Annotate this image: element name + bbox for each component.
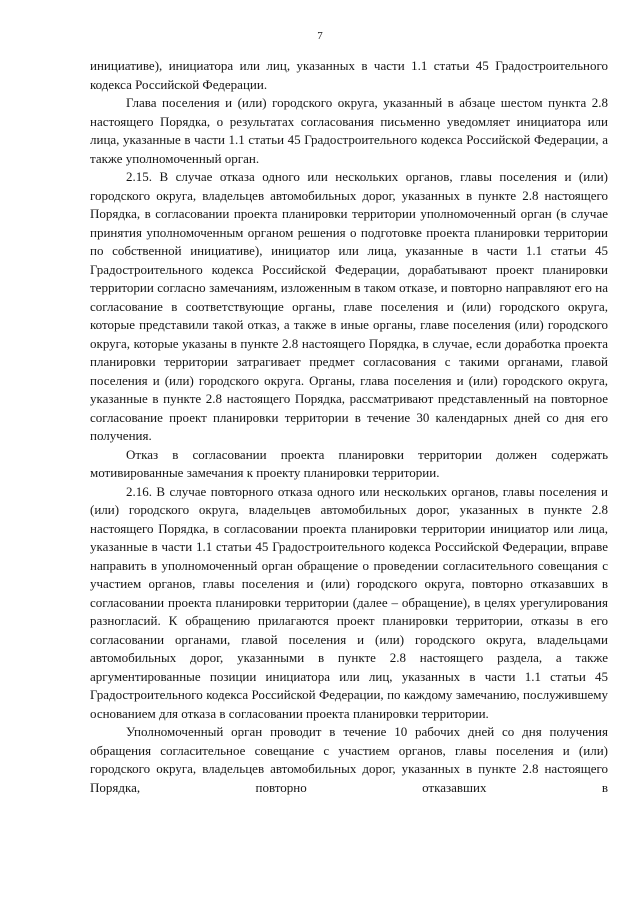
paragraph-notification: Глава поселения и (или) городского округа, указанный в абзаце шестом пункта 2.8 настоящего Порядка, о результатах согласования письменно уведомляет инициатора или лица, указанные в части 1.1 статьи 45 Градостроительного кодекса Российской Федерации, а также уполномоченный орган. (90, 95, 608, 166)
paragraph-2-16: 2.16. В случае повторного отказа одного или нескольких органов, главы поселения и (или) городского округа, владельцев автомобильных дорог, указанных в пункте 2.8 настоящего Порядка, в согласовании проекта планировки территории инициатор или лица, указанные в части 1.1 статьи 45 Градостроительного кодекса Российской Федерации, вправе направить в уполномоченный орган обращение о проведении согласительного совещания с участием органов, главы поселения и (или) городского округа, повторно отказавших в согласовании проекта планировки территории (далее – обращение), в целях урегулирования разногласий. К обращению прилагаются проект планировки территории, отказы в его согласовании органами, главой поселения и (или) городского округа, владельцами автомобильных дорог, указанными в пункте 2.8 настоящего раздела, а также аргументированные позиции инициатора или лиц, указанных в части 1.1 статьи 45 Градостроительного кодекса Российской Федерации, по каждому замечанию, послужившему основанием для отказа в согласовании проекта планировки территории. (90, 483, 608, 721)
paragraph-continuation: инициативе), инициатора или лиц, указанных в части 1.1 статьи 45 Градостроительного кодекса Российской Федерации. (90, 58, 608, 92)
paragraph-conciliation-meeting: Уполномоченный орган проводит в течение 10 рабочих дней со дня получения обращения согласительное совещание с участием органов, главы поселения и (или) городского округа, владельцев автомобильных дорог, указанных в пункте 2.8 настоящего Порядка, повторно отказавших в (90, 724, 608, 795)
page-number: 7 (317, 30, 323, 42)
paragraph-2-15: 2.15. В случае отказа одного или нескольких органов, главы поселения и (или) городского округа, владельцев автомобильных дорог, указанных в пункте 2.8 настоящего Порядка, в согласовании проекта планировки территории уполномоченный орган (в случае принятия уполномоченным органом решения о подготовке проекта планировки территории по собственной инициативе), инициатор или лица, указанные в части 1.1 статьи 45 Градостроительного кодекса Российской Федерации, дорабатывают проект планировки территории согласно замечаниям, изложенным в таком отказе, и повторно направляют его на согласование в соответствующие органы, главе поселения и (или) городского округа, которые представили такой отказ, а также в иные органы, главе поселения (или) городского округа, которые указаны в пункте 2.8 настоящего Порядка, в случае, если доработка проекта планировки территории затрагивает предмет согласования с такими органами, главой поселения и (или) городского округа. Органы, глава поселения и (или) городского округа, указанные в пункте 2.8 настоящего Порядка, рассматривают представленный на повторное согласование проект планировки территории в течение 30 календарных дней со дня его получения. (90, 169, 608, 443)
document-body (90, 57, 608, 797)
paragraph-refusal-remarks: Отказ в согласовании проекта планировки территории должен содержать мотивированные замечания к проекту планировки территории. (90, 446, 608, 480)
